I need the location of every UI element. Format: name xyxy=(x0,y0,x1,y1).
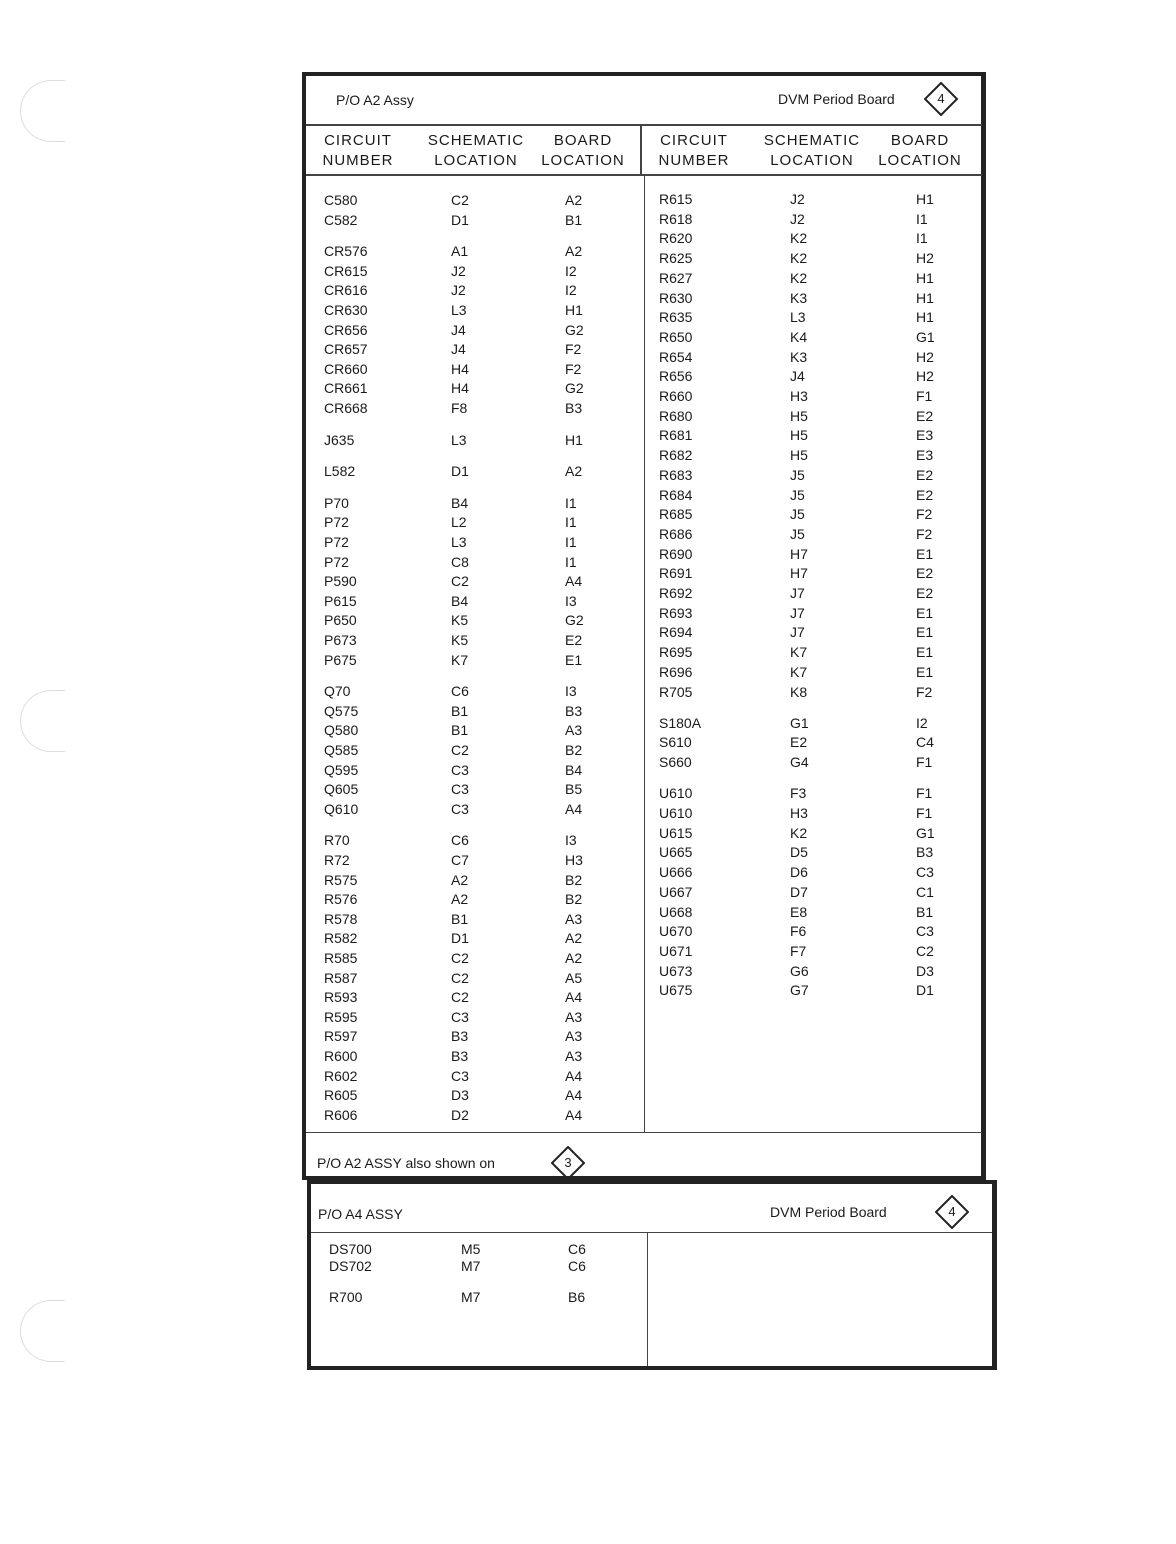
board-location: E1 xyxy=(565,651,583,668)
schematic-location: G4 xyxy=(790,754,809,771)
board-location: E2 xyxy=(916,466,934,483)
circuit-number: P70 xyxy=(324,494,349,511)
schematic-location: K8 xyxy=(790,683,808,700)
board-location: A2 xyxy=(565,192,583,208)
circuit-number: R625 xyxy=(659,250,693,267)
circuit-number: U610 xyxy=(659,805,693,821)
circuit-number: R684 xyxy=(659,486,693,503)
schematic-location: B3 xyxy=(451,1028,469,1045)
board-location: I1 xyxy=(565,514,577,531)
board-location: H1 xyxy=(565,302,583,318)
board-location: E2 xyxy=(916,486,934,503)
board-location: B1 xyxy=(916,903,934,920)
board-location: F2 xyxy=(565,360,582,377)
circuit-number: R690 xyxy=(659,545,693,562)
a2-left-header-schematic: SCHEMATIC LOCATION xyxy=(427,132,525,169)
schematic-location: E2 xyxy=(790,734,808,751)
schematic-location: J5 xyxy=(790,506,805,523)
board-location: B6 xyxy=(568,1289,586,1305)
board-location: C2 xyxy=(916,942,934,959)
board-location: F2 xyxy=(565,341,582,358)
circuit-number: R70 xyxy=(324,832,350,849)
schematic-location: F3 xyxy=(790,785,807,802)
circuit-number: S610 xyxy=(659,734,692,751)
schematic-location: C6 xyxy=(451,832,469,849)
circuit-number: CR616 xyxy=(324,282,368,299)
schematic-location: H3 xyxy=(790,388,808,404)
board-location: E1 xyxy=(916,624,934,641)
board-location: A3 xyxy=(565,1048,583,1064)
circuit-number: R693 xyxy=(659,604,693,621)
schematic-location: C3 xyxy=(451,1008,469,1025)
circuit-number: P675 xyxy=(324,651,357,668)
board-location: F1 xyxy=(916,754,933,771)
schematic-location: K5 xyxy=(451,612,469,629)
a2-right-header-schematic: SCHEMATIC LOCATION xyxy=(763,132,861,169)
circuit-number: R615 xyxy=(659,191,693,207)
board-location: G2 xyxy=(565,612,584,629)
a2-body-column-divider xyxy=(644,174,645,1132)
board-location: C6 xyxy=(568,1258,586,1274)
circuit-number: R700 xyxy=(329,1289,363,1305)
board-location: A2 xyxy=(565,463,583,480)
board-location: E2 xyxy=(916,407,934,424)
circuit-number: R585 xyxy=(324,950,358,966)
board-location: A4 xyxy=(565,989,583,1006)
circuit-number: R696 xyxy=(659,663,693,680)
board-location: H2 xyxy=(916,250,934,267)
schematic-location: L2 xyxy=(451,514,467,531)
circuit-number: R605 xyxy=(324,1087,358,1104)
circuit-number: CR630 xyxy=(324,302,368,318)
board-location: A2 xyxy=(565,243,583,260)
circuit-number: CR657 xyxy=(324,341,368,358)
board-location: C1 xyxy=(916,883,934,900)
board-location: E1 xyxy=(916,545,934,562)
a2-board-name: DVM Period Board xyxy=(778,91,895,107)
circuit-number: P673 xyxy=(324,632,357,648)
schematic-location: H5 xyxy=(790,447,808,464)
board-location: E1 xyxy=(916,663,934,680)
board-location: B2 xyxy=(565,871,583,888)
board-location: C3 xyxy=(916,864,934,881)
circuit-number: C582 xyxy=(324,211,358,228)
schematic-location: H5 xyxy=(790,407,808,424)
schematic-location: D3 xyxy=(451,1087,469,1104)
schematic-location: J2 xyxy=(790,210,805,227)
circuit-number: CR576 xyxy=(324,243,368,260)
circuit-number: R582 xyxy=(324,930,358,947)
circuit-number: R691 xyxy=(659,565,693,582)
schematic-location: H7 xyxy=(790,565,808,582)
a2-also-shown-text: P/O A2 ASSY also shown on xyxy=(317,1155,495,1171)
circuit-number: Q70 xyxy=(324,683,351,700)
schematic-location: F6 xyxy=(790,923,807,940)
circuit-number: R618 xyxy=(659,210,693,227)
schematic-location: C3 xyxy=(451,781,469,798)
schematic-location: J5 xyxy=(790,486,805,503)
a4-board-name: DVM Period Board xyxy=(770,1204,887,1220)
schematic-location: H4 xyxy=(451,360,469,377)
schematic-location: C8 xyxy=(451,553,469,570)
a2-board-ref-diamond-icon xyxy=(924,82,958,116)
circuit-number: Q605 xyxy=(324,781,359,798)
schematic-location: D1 xyxy=(451,463,469,480)
schematic-location: K5 xyxy=(451,632,469,648)
board-location: C3 xyxy=(916,923,934,940)
board-location: I2 xyxy=(565,282,577,299)
schematic-location: H7 xyxy=(790,545,808,562)
schematic-location: J2 xyxy=(451,262,466,279)
circuit-number: S660 xyxy=(659,754,692,771)
board-location: I1 xyxy=(565,494,577,511)
board-location: G1 xyxy=(916,824,935,841)
schematic-location: K4 xyxy=(790,328,808,345)
circuit-number: R587 xyxy=(324,969,358,986)
board-location: B5 xyxy=(565,781,583,798)
circuit-number: DS702 xyxy=(329,1258,372,1274)
board-location: A3 xyxy=(565,1028,583,1045)
circuit-number: DS700 xyxy=(329,1241,372,1257)
schematic-location: C2 xyxy=(451,573,469,590)
board-location: A4 xyxy=(565,573,583,590)
board-location: B3 xyxy=(916,844,934,861)
a2-footer-divider xyxy=(306,1132,982,1133)
circuit-number: R576 xyxy=(324,891,358,908)
board-location: H3 xyxy=(565,852,583,868)
board-location: I1 xyxy=(916,210,928,227)
schematic-location: J2 xyxy=(451,282,466,299)
circuit-number: R597 xyxy=(324,1028,358,1045)
schematic-location: H3 xyxy=(790,805,808,821)
circuit-number: J635 xyxy=(324,431,355,448)
circuit-number: CR661 xyxy=(324,380,368,397)
schematic-location: F7 xyxy=(790,942,807,959)
circuit-number: CR656 xyxy=(324,321,368,338)
circuit-number: U667 xyxy=(659,883,693,900)
board-location: A4 xyxy=(565,1106,583,1123)
schematic-location: C7 xyxy=(451,852,469,868)
schematic-location: C2 xyxy=(451,989,469,1006)
circuit-number: Q610 xyxy=(324,800,359,817)
board-location: A5 xyxy=(565,969,583,986)
schematic-location: B4 xyxy=(451,494,469,511)
board-location: B2 xyxy=(565,742,583,758)
a4-column-divider xyxy=(647,1232,648,1366)
schematic-location: K3 xyxy=(790,289,808,306)
schematic-location: J7 xyxy=(790,624,805,641)
schematic-location: J2 xyxy=(790,191,805,207)
schematic-location: B4 xyxy=(451,592,469,609)
schematic-location: K2 xyxy=(790,250,808,267)
a2-also-shown-ref: 3 xyxy=(564,1155,572,1170)
a2-board-ref: 4 xyxy=(937,91,945,106)
board-location: A3 xyxy=(565,1008,583,1025)
a4-board-ref-diamond-icon xyxy=(935,1195,969,1229)
circuit-number: R705 xyxy=(659,683,693,700)
board-location: B2 xyxy=(565,891,583,908)
schematic-location: L3 xyxy=(451,431,467,448)
board-location: F2 xyxy=(916,683,933,700)
board-location: H1 xyxy=(916,289,934,306)
a4-header-divider xyxy=(311,1232,992,1233)
schematic-location: C2 xyxy=(451,969,469,986)
circuit-number: R578 xyxy=(324,910,358,927)
a2-left-header-circuit: CIRCUIT NUMBER xyxy=(322,132,394,169)
schematic-location: J5 xyxy=(790,466,805,483)
circuit-number: R606 xyxy=(324,1106,358,1123)
schematic-location: K3 xyxy=(790,348,808,365)
board-location: I3 xyxy=(565,683,577,700)
board-location: G2 xyxy=(565,380,584,397)
schematic-location: C2 xyxy=(451,950,469,966)
schematic-location: H5 xyxy=(790,427,808,444)
a2-right-header-circuit: CIRCUIT NUMBER xyxy=(658,132,730,169)
schematic-location: K7 xyxy=(790,663,808,680)
schematic-location: D5 xyxy=(790,844,808,861)
schematic-location: K2 xyxy=(790,824,808,841)
board-location: E2 xyxy=(916,585,934,601)
circuit-number: R630 xyxy=(659,289,693,306)
circuit-number: R680 xyxy=(659,407,693,424)
a4-title: P/O A4 ASSY xyxy=(318,1206,403,1222)
schematic-location: B1 xyxy=(451,722,469,739)
circuit-number: L582 xyxy=(324,463,356,480)
board-location: F2 xyxy=(916,506,933,523)
circuit-number: R695 xyxy=(659,644,693,661)
schematic-location: J7 xyxy=(790,585,805,601)
circuit-number: R694 xyxy=(659,624,693,641)
schematic-location: A2 xyxy=(451,891,469,908)
schematic-location: C3 xyxy=(451,1067,469,1084)
circuit-number: R686 xyxy=(659,525,693,542)
board-location: B4 xyxy=(565,761,583,778)
schematic-location: H4 xyxy=(451,380,469,397)
board-location: G2 xyxy=(565,321,584,338)
circuit-number: R685 xyxy=(659,506,693,523)
schematic-location: C2 xyxy=(451,192,469,208)
circuit-number: U615 xyxy=(659,824,693,841)
board-location: D1 xyxy=(916,982,934,999)
circuit-number: R620 xyxy=(659,230,693,247)
board-location: G1 xyxy=(916,328,935,345)
circuit-number: R656 xyxy=(659,368,693,385)
board-location: E2 xyxy=(916,565,934,582)
schematic-location: L3 xyxy=(451,302,467,318)
circuit-number: U665 xyxy=(659,844,693,861)
circuit-number: U673 xyxy=(659,962,693,979)
schematic-location: G1 xyxy=(790,714,809,731)
board-location: H1 xyxy=(916,309,934,326)
board-location: A3 xyxy=(565,910,583,927)
schematic-location: D7 xyxy=(790,883,808,900)
circuit-number: P590 xyxy=(324,573,357,590)
circuit-number: R681 xyxy=(659,427,693,444)
schematic-location: G7 xyxy=(790,982,809,999)
schematic-location: D1 xyxy=(451,211,469,228)
circuit-number: R602 xyxy=(324,1067,358,1084)
board-location: C6 xyxy=(568,1241,586,1257)
a2-also-shown-ref-diamond-icon xyxy=(551,1146,585,1180)
circuit-number: P650 xyxy=(324,612,357,629)
board-location: I1 xyxy=(565,534,577,550)
schematic-location: D1 xyxy=(451,930,469,947)
schematic-location: C6 xyxy=(451,683,469,700)
a2-right-header-board: BOARD LOCATION xyxy=(878,132,962,169)
circuit-number: R683 xyxy=(659,466,693,483)
circuit-number: R595 xyxy=(324,1008,358,1025)
board-location: B3 xyxy=(565,400,583,416)
schematic-location: A2 xyxy=(451,871,469,888)
board-location: D3 xyxy=(916,962,934,979)
board-location: A4 xyxy=(565,800,583,817)
schematic-location: G6 xyxy=(790,962,809,979)
a2-header-column-divider xyxy=(640,124,642,174)
board-location: I2 xyxy=(565,262,577,279)
a4-assy-table xyxy=(307,1180,997,1370)
board-location: F1 xyxy=(916,388,933,404)
circuit-number: R600 xyxy=(324,1048,358,1064)
circuit-number: R72 xyxy=(324,852,350,868)
circuit-number: Q580 xyxy=(324,722,359,739)
board-location: E1 xyxy=(916,604,934,621)
schematic-location: D2 xyxy=(451,1106,469,1123)
circuit-number: U666 xyxy=(659,864,693,881)
board-location: E2 xyxy=(565,632,583,648)
circuit-number: Q595 xyxy=(324,761,359,778)
schematic-location: C3 xyxy=(451,761,469,778)
board-location: F1 xyxy=(916,805,933,821)
schematic-location: M7 xyxy=(461,1258,481,1274)
circuit-number: CR660 xyxy=(324,360,368,377)
schematic-location: J7 xyxy=(790,604,805,621)
board-location: F2 xyxy=(916,525,933,542)
circuit-number: R654 xyxy=(659,348,693,365)
schematic-location: K2 xyxy=(790,230,808,247)
circuit-number: U610 xyxy=(659,785,693,802)
circuit-number: R627 xyxy=(659,269,693,286)
schematic-location: B1 xyxy=(451,702,469,719)
board-location: H2 xyxy=(916,348,934,365)
board-location: I1 xyxy=(916,230,928,247)
a2-title: P/O A2 Assy xyxy=(336,92,414,108)
binder-hole-bottom xyxy=(20,1300,65,1362)
circuit-number: R575 xyxy=(324,871,358,888)
board-location: B3 xyxy=(565,702,583,719)
board-location: A4 xyxy=(565,1067,583,1084)
board-location: I1 xyxy=(565,553,577,570)
circuit-number: S180A xyxy=(659,714,702,731)
board-location: A3 xyxy=(565,722,583,739)
schematic-location: L3 xyxy=(451,534,467,550)
circuit-number: R692 xyxy=(659,585,693,601)
schematic-location: J4 xyxy=(790,368,805,385)
board-location: I2 xyxy=(916,714,928,731)
board-location: H1 xyxy=(565,431,583,448)
circuit-number: CR615 xyxy=(324,262,368,279)
board-location: A4 xyxy=(565,1087,583,1104)
circuit-number: P615 xyxy=(324,592,357,609)
schematic-location: C3 xyxy=(451,800,469,817)
board-location: A2 xyxy=(565,950,583,966)
schematic-location: D6 xyxy=(790,864,808,881)
circuit-number: U670 xyxy=(659,923,693,940)
board-location: A2 xyxy=(565,930,583,947)
board-location: H1 xyxy=(916,269,934,286)
a4-board-ref: 4 xyxy=(948,1204,956,1219)
board-location: E1 xyxy=(916,644,934,661)
schematic-location: F8 xyxy=(451,400,468,416)
schematic-location: B1 xyxy=(451,910,469,927)
a2-header-divider xyxy=(306,124,982,126)
circuit-number: CR668 xyxy=(324,400,368,416)
board-location: I3 xyxy=(565,832,577,849)
circuit-number: C580 xyxy=(324,192,358,208)
board-location: B1 xyxy=(565,211,583,228)
circuit-number: P72 xyxy=(324,514,349,531)
schematic-location: C2 xyxy=(451,742,469,758)
circuit-number: R660 xyxy=(659,388,693,404)
board-location: H2 xyxy=(916,368,934,385)
binder-hole-middle xyxy=(20,690,65,752)
schematic-location: A1 xyxy=(451,243,469,260)
circuit-number: R682 xyxy=(659,447,693,464)
schematic-location: K2 xyxy=(790,269,808,286)
schematic-location: J4 xyxy=(451,321,466,338)
schematic-location: L3 xyxy=(790,309,806,326)
schematic-location: K7 xyxy=(451,651,469,668)
circuit-number: P72 xyxy=(324,553,349,570)
board-location: F1 xyxy=(916,785,933,802)
circuit-number: Q575 xyxy=(324,702,359,719)
board-location: E3 xyxy=(916,427,934,444)
board-location: H1 xyxy=(916,191,934,207)
schematic-location: E8 xyxy=(790,903,808,920)
schematic-location: M5 xyxy=(461,1241,481,1257)
schematic-location: J5 xyxy=(790,525,805,542)
circuit-number: Q585 xyxy=(324,742,359,758)
board-location: I3 xyxy=(565,592,577,609)
board-location: C4 xyxy=(916,734,934,751)
circuit-number: P72 xyxy=(324,534,349,550)
circuit-number: R650 xyxy=(659,328,693,345)
circuit-number: R635 xyxy=(659,309,693,326)
circuit-number: U671 xyxy=(659,942,693,959)
schematic-location: M7 xyxy=(461,1289,481,1305)
circuit-number: U675 xyxy=(659,982,693,999)
circuit-number: U668 xyxy=(659,903,693,920)
a2-left-header-board: BOARD LOCATION xyxy=(541,132,625,169)
board-location: E3 xyxy=(916,447,934,464)
schematic-location: K7 xyxy=(790,644,808,661)
binder-hole-top xyxy=(20,80,65,142)
schematic-location: B3 xyxy=(451,1048,469,1064)
circuit-number: R593 xyxy=(324,989,358,1006)
schematic-location: J4 xyxy=(451,341,466,358)
